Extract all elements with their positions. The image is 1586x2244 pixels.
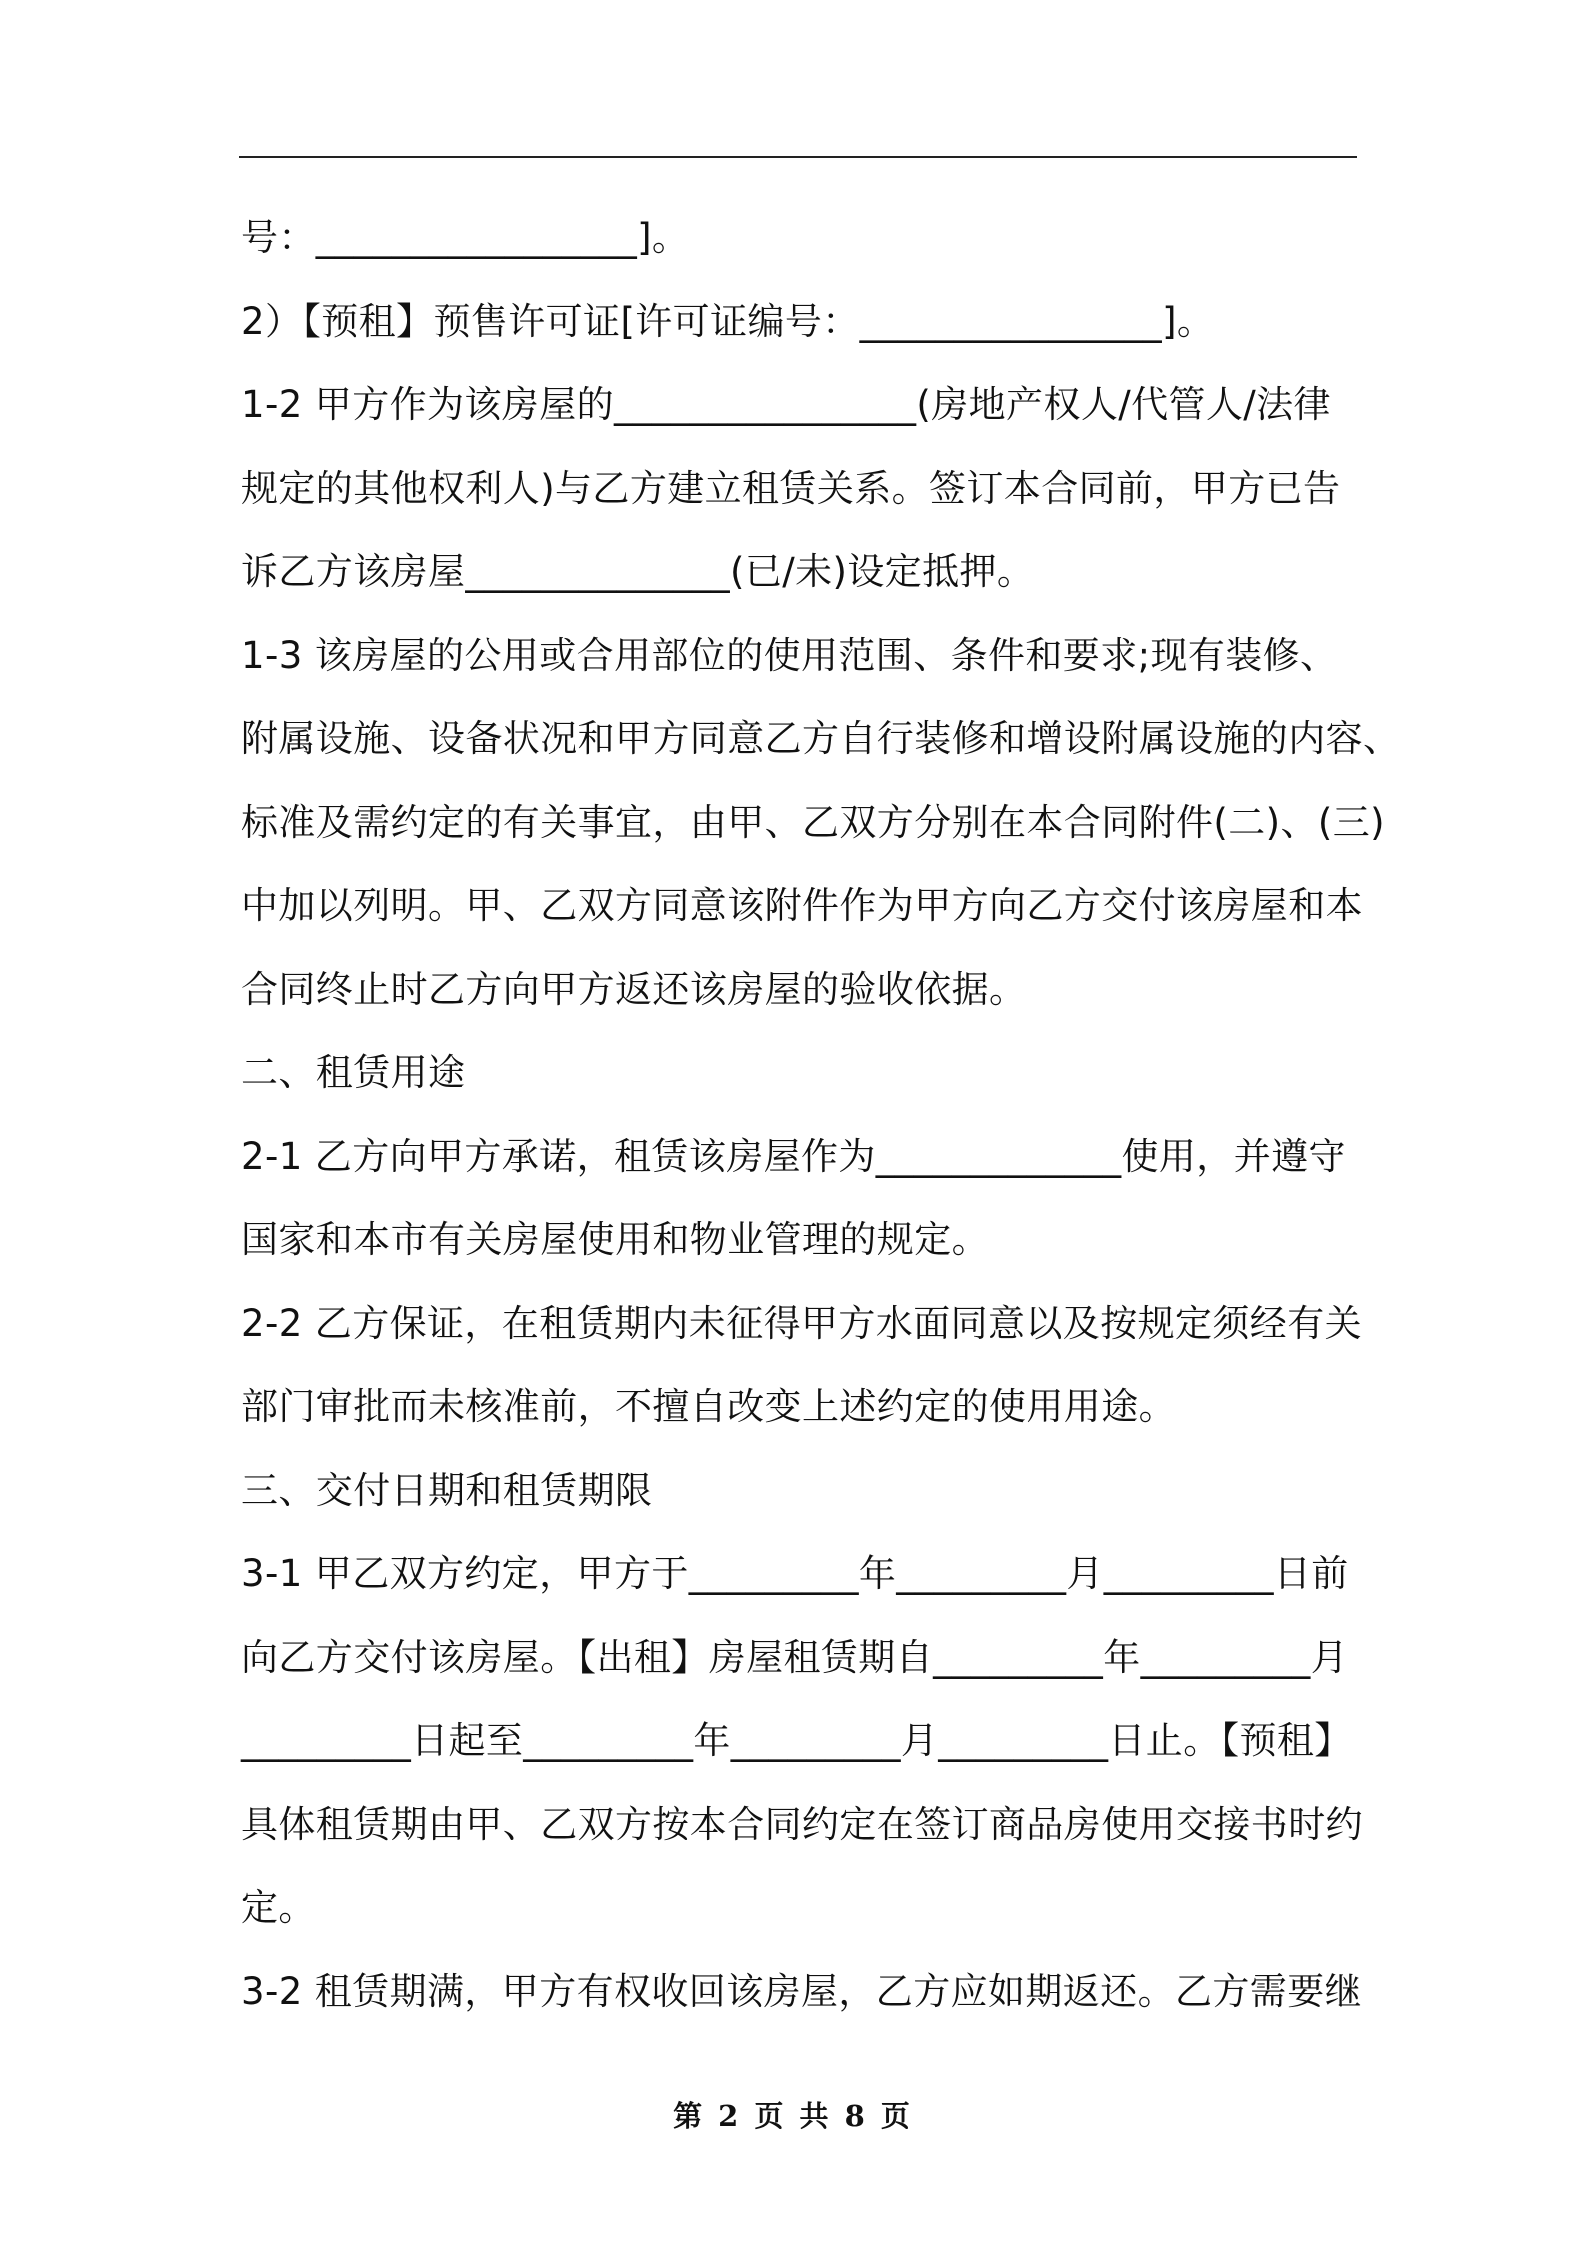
body-line: 中加以列明。甲、乙双方同意该附件作为甲方向乙方交付该房屋和本 xyxy=(241,884,1363,927)
body-line: 向乙方交付该房屋。【出租】房屋租赁期自_________年_________月 xyxy=(241,1635,1349,1679)
body-line: 标准及需约定的有关事宜，由甲、乙双方分别在本合同附件(二)、(三) xyxy=(241,800,1385,844)
body-line: 规定的其他权利人)与乙方建立租赁关系。签订本合同前，甲方已告 xyxy=(241,466,1341,510)
body-line: 诉乙方该房屋______________(已/未)设定抵押。 xyxy=(241,550,1035,593)
body-line: 国家和本市有关房屋使用和物业管理的规定。 xyxy=(241,1218,989,1261)
body-line: 附属设施、设备状况和甲方同意乙方自行装修和增设附属设施的内容、 xyxy=(241,717,1401,760)
section-heading: 二、租赁用途 xyxy=(241,1051,466,1094)
body-line: 具体租赁期由甲、乙双方按本合同约定在签订商品房使用交接书时约 xyxy=(241,1802,1363,1846)
header-rule xyxy=(239,156,1357,158)
body-line: 合同终止时乙方向甲方返还该房屋的验收依据。 xyxy=(241,967,1027,1011)
body-line: 定。 xyxy=(241,1886,316,1929)
section-heading: 三、交付日期和租赁期限 xyxy=(241,1468,653,1512)
body-line: _________日起至_________年_________月_________日止。【预租】 xyxy=(241,1719,1352,1762)
body-line: 1-3 该房屋的公用或合用部位的使用范围、条件和要求;现有装修、 xyxy=(241,633,1338,677)
body-line: 1-2 甲方作为该房屋的________________(房地产权人/代管人/法律 xyxy=(241,383,1331,426)
contract-body xyxy=(241,196,1401,2033)
body-line: 2-2 乙方保证，在租赁期内未征得甲方水面同意以及按规定须经有关 xyxy=(241,1301,1362,1345)
body-line: 部门审批而未核准前，不擅自改变上述约定的使用用途。 xyxy=(241,1385,1176,1428)
body-line: 2-1 乙方向甲方承诺，租赁该房屋作为_____________使用，并遵守 xyxy=(241,1134,1346,1178)
body-line: 3-2 租赁期满，甲方有权收回该房屋，乙方应如期返还。乙方需要继 xyxy=(241,1969,1362,2013)
body-line: 3-1 甲乙双方约定，甲方于_________年_________月_________日前 xyxy=(241,1552,1349,1595)
body-line: 2）【预租】预售许可证[许可证编号：________________]。 xyxy=(241,299,1215,343)
body-line: 号：_________________]。 xyxy=(241,216,690,259)
page-number-footer: 第 2 页 共 8 页 xyxy=(673,2099,913,2133)
